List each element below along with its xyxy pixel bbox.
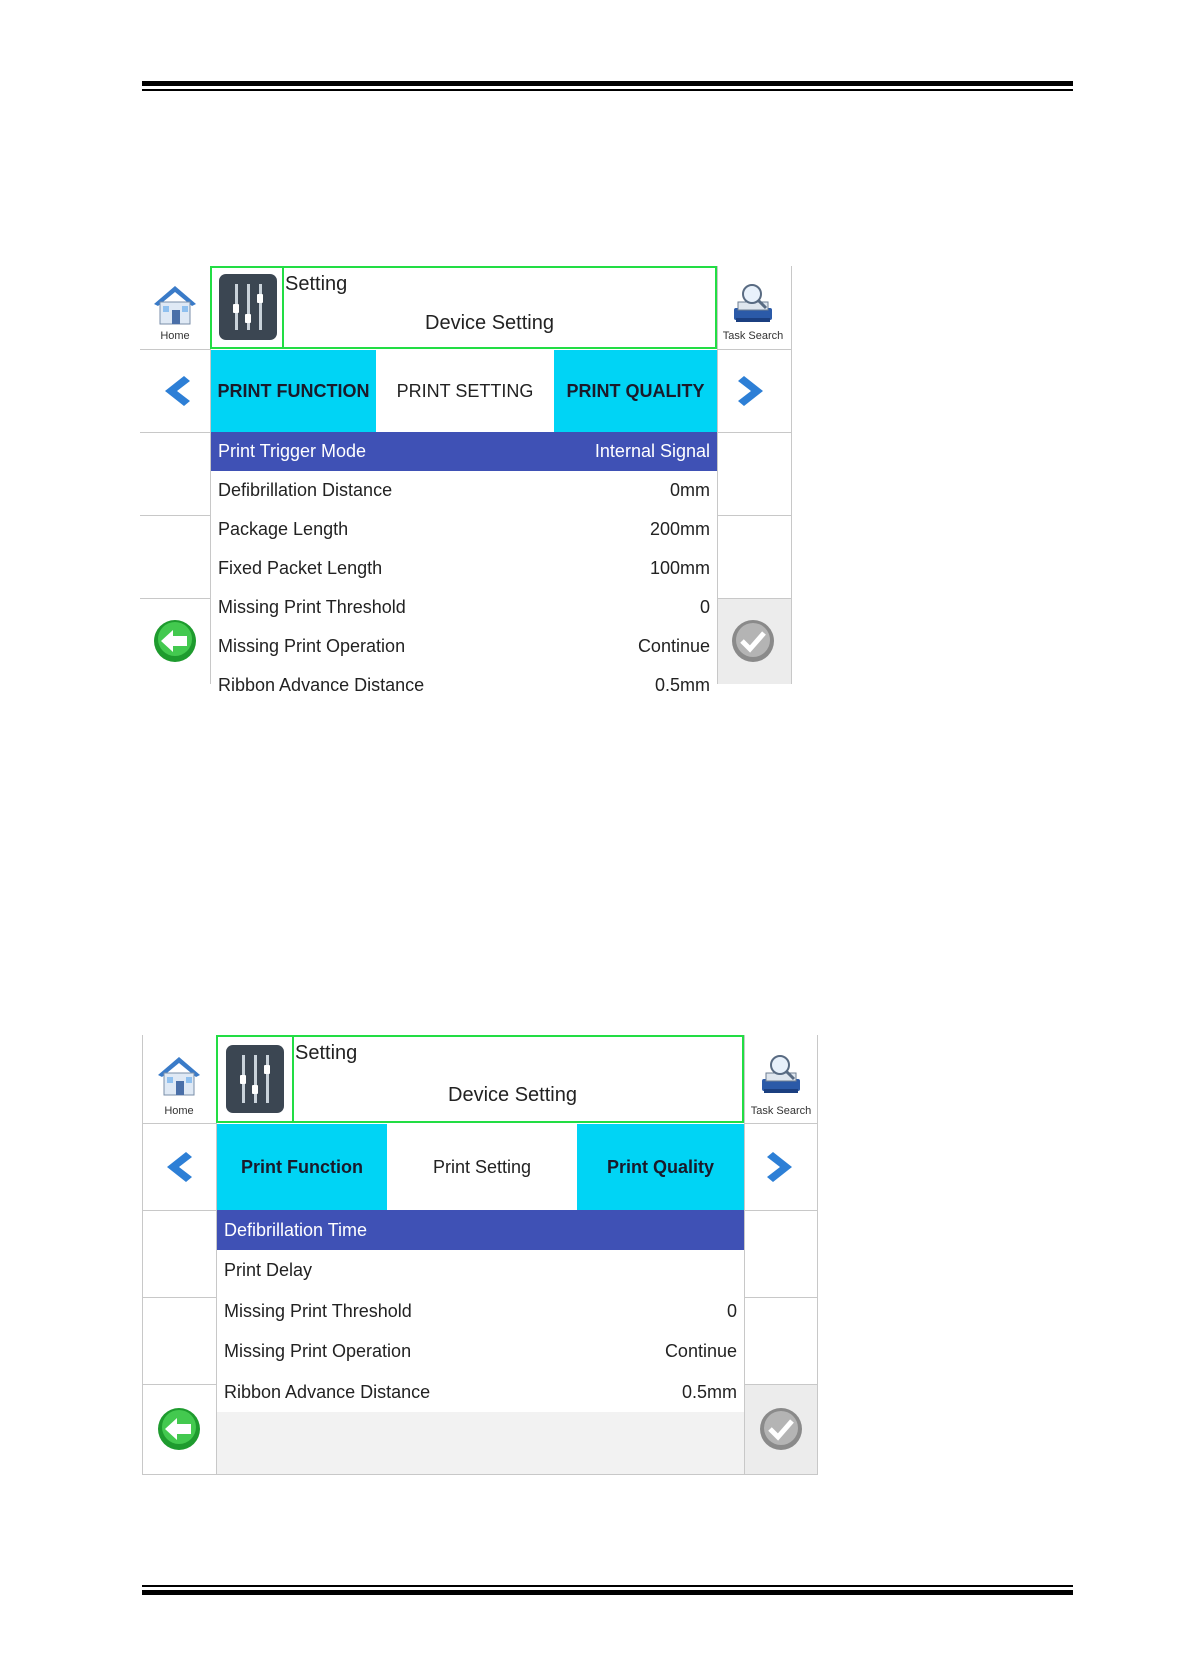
list-item[interactable] [211, 666, 717, 705]
left-empty-1 [140, 433, 210, 515]
list-item-label: Ribbon Advance Distance [218, 675, 425, 695]
sliders-icon [219, 274, 277, 340]
list-item[interactable] [211, 432, 717, 471]
header-title: Setting [285, 273, 348, 295]
right-empty-1 [745, 1211, 817, 1297]
setting-icon-cell [212, 268, 284, 347]
confirm-button[interactable] [745, 1385, 817, 1474]
home-icon [156, 1055, 202, 1097]
back-button[interactable] [142, 1385, 216, 1475]
tab-print-function[interactable]: Print Function [217, 1124, 387, 1210]
setting-icon-cell [218, 1037, 294, 1121]
task-search-button[interactable] [745, 1035, 817, 1123]
back-arrow-icon [157, 1407, 201, 1451]
task-search-icon [758, 1053, 804, 1097]
settings-list [217, 1210, 744, 1474]
chevron-left-icon [162, 374, 192, 408]
list-item-label: Defibrillation Time [224, 1219, 368, 1240]
left-empty-2 [140, 516, 210, 598]
page-bottom-rule [142, 1585, 1073, 1595]
tab-print-setting[interactable]: PRINT SETTING [376, 350, 554, 432]
list-item-label: Fixed Packet Length [218, 558, 383, 578]
list-item[interactable] [217, 1331, 744, 1372]
checkmark-icon [731, 619, 775, 663]
list-item[interactable] [211, 588, 717, 627]
header-subtitle: Device Setting [448, 1084, 577, 1106]
list-item-value: 0.5mm [681, 1381, 737, 1402]
chevron-left-icon [164, 1150, 194, 1184]
right-empty-2 [718, 516, 788, 598]
list-item-value: 0 [726, 1300, 737, 1321]
list-item[interactable] [217, 1291, 744, 1331]
list-item-value: 0mm [670, 480, 710, 500]
sliders-icon [226, 1045, 284, 1113]
list-item-label: Missing Print Operation [224, 1341, 412, 1361]
list-item-label: Ribbon Advance Distance [224, 1381, 431, 1402]
tab-print-quality[interactable]: Print Quality [577, 1124, 744, 1210]
list-item-label: Package Length [218, 519, 349, 539]
left-empty-2 [142, 1298, 216, 1384]
list-item-value: 0 [699, 597, 710, 617]
list-item[interactable] [217, 1372, 744, 1412]
list-item-label: Missing Print Threshold [218, 597, 406, 617]
screenshot-1 [140, 266, 792, 695]
list-item-value: 100mm [649, 558, 710, 578]
list-item-label: Missing Print Operation [218, 636, 406, 656]
list-item[interactable] [211, 549, 717, 588]
list-item[interactable] [217, 1250, 744, 1291]
home-label: Home [164, 1105, 194, 1117]
header-subtitle: Device Setting [425, 312, 554, 334]
list-item-label: Defibrillation Distance [218, 480, 393, 500]
confirm-button[interactable] [718, 599, 792, 684]
task-search-button[interactable] [718, 266, 788, 349]
list-item[interactable] [211, 510, 717, 549]
home-button[interactable] [142, 1035, 216, 1123]
prev-button[interactable] [140, 350, 210, 432]
list-item-value: 200mm [649, 519, 710, 539]
header [210, 266, 717, 349]
left-empty-1 [142, 1211, 216, 1297]
list-item-value: Continue [637, 636, 710, 656]
task-search-label: Task Search [750, 1105, 812, 1117]
list-item-label: Missing Print Threshold [224, 1300, 412, 1321]
list-item-value: 0.5mm [654, 675, 710, 695]
header-title: Setting [295, 1042, 358, 1064]
back-button[interactable] [140, 599, 210, 684]
tab-print-quality[interactable]: PRINT QUALITY [554, 350, 717, 432]
chevron-right-icon [765, 1150, 795, 1184]
right-empty-2 [745, 1298, 817, 1384]
next-button[interactable] [718, 350, 788, 432]
right-empty-1 [718, 433, 788, 515]
home-label: Home [160, 330, 190, 342]
list-item[interactable] [211, 627, 717, 666]
list-item[interactable] [211, 471, 717, 510]
tab-print-function[interactable]: PRINT FUNCTION [211, 350, 376, 432]
list-item[interactable] [217, 1210, 744, 1250]
settings-list [211, 432, 717, 695]
task-search-label: Task Search [722, 330, 784, 342]
page-top-rule [142, 81, 1073, 91]
tab-print-setting[interactable]: Print Setting [387, 1124, 577, 1210]
next-button[interactable] [745, 1124, 817, 1210]
chevron-right-icon [736, 374, 766, 408]
prev-button[interactable] [142, 1124, 216, 1210]
list-item-label: Print Delay [224, 1260, 313, 1280]
screenshot-2 [142, 1035, 818, 1475]
list-item-label: Print Trigger Mode [218, 441, 367, 461]
task-search-icon [730, 282, 776, 326]
list-item-value: Continue [664, 1341, 737, 1361]
home-icon [152, 284, 198, 326]
header [216, 1035, 744, 1123]
checkmark-icon [759, 1407, 803, 1451]
home-button[interactable] [140, 266, 210, 349]
back-arrow-icon [153, 619, 197, 663]
list-item-value: Internal Signal [594, 441, 710, 461]
